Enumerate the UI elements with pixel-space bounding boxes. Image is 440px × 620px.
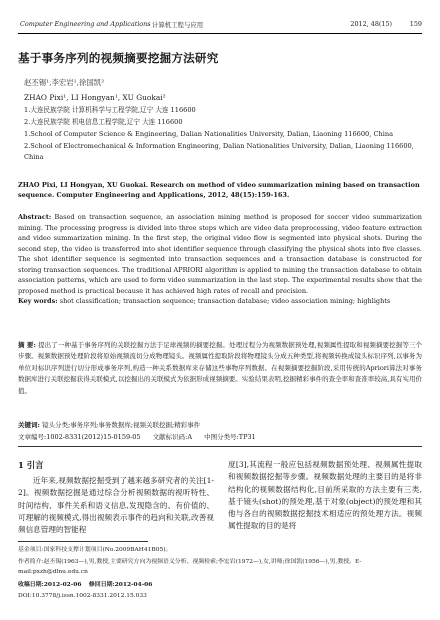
abstract-en-label: Abstract: [18, 213, 52, 221]
authors-en: ZHAO Pixi¹, LI Hongyan¹, XU Guokai² [24, 93, 166, 102]
footnote-dates [18, 580, 422, 590]
journal-name-cn: 计算机工程与应用 [152, 21, 204, 29]
footnote-author: 作者简介:赵丕锡(1963—),男,教授,主要研究方向为视频语义分析、视频检索;李宏岩(1972—),女,讲师;徐国凯(1956—),男,教授。E-mail:pxzh@dlnu.edu.cn [18, 559, 362, 575]
abstract-cn-text: 提出了一种基于事务序列的关联挖掘方法于足球视频的摘要挖掘。处理过程分为视频数据预处理,视频属性提取和视频摘要挖掘等三个步骤。视频数据预处理阶段将原始视频流切分成物理镜头。视频属性提取阶段将物理镜头分成五种类型,将视频转换成镜头标识序列,以事务为单位对标识序列进行切分形成事务序列,构造一种关系数据库来存储这些事物序列数据。在视频摘要挖掘阶段,采用传统的Apriori算法对事务数据库进行关联挖掘获得关联模式,以挖掘出的关联模式为依据形成视频摘要。实验结果表明,挖掘精彩事件的查全率和查准率较高,具有实用价值。 [18, 341, 422, 395]
affiliation-2-cn: 2.大连民族学院 机电信息工程学院,辽宁 大连 116600 [24, 118, 183, 126]
document-code: 文献标识码:A [152, 433, 193, 441]
authors-cn: 赵丕锡¹,李宏岩¹,徐国凯² [24, 78, 105, 87]
section-heading-intro: 1 引言 [18, 460, 44, 470]
issue-info: 2012, 48(15) [350, 20, 392, 28]
abstract-divider [18, 446, 422, 447]
abstract-en-text: Based on transaction sequence, an association mining method is proposed for soccer video summarization mining. The processing progress is divided into three steps which are video data preprocessing, video feature extraction and video summarization mining. In the first step, the original video flow is segmented into physical shots. During the second step, the video is transferred into shot identifier sequence through classifying the physical shots into five classes. The shot identifier sequence is segmented into transaction sequences and a transaction database is constructed for storing transaction sequences. The traditional APRIORI algorithm is applied to mining the transaction database to obtain association patterns, which are used to form video summarization in the last step. The experimental results show that the proposed method is practical because it has achieved high rates of recall and precision. [18, 213, 422, 295]
abstract-cn [18, 340, 422, 397]
body-column-left: 近年来,视频数据挖掘受到了越来越多研究者的关注[1-2]。视频数据挖掘是通过综合分析视频数据的视听特性、时间结构、事件关系和语义信息,发现隐含的、有价值的、可理解的视频模式,得出视频表示事件的趋向和关联,改善视频信息管理的智能程 [18, 476, 214, 535]
article-number: 文章编号:1002-8331(2012)15-0159-05 [18, 433, 141, 441]
body-column-right: 度[3],其流程一般应包括视频数据预处理、视频属性提取和视频数据挖掘等步骤。视频数据处理的主要目的是将非结构化的视频数据结构化,目前所采取的方法主要有三类,基于镜头(shot)的预处理,基于对象(object)的预处理和其他与各自的视频数据挖掘技术相适应的预处理方法。视频属性提取的目的是将 [228, 460, 422, 531]
paper-title: 基于事务序列的视频摘要挖掘方法研究 [18, 51, 219, 65]
running-header [20, 20, 422, 32]
classification-line [18, 432, 266, 441]
journal-name-en: Computer Engineering and Applications [20, 20, 151, 28]
footnote-doi: DOI:10.3778/j.issn.1002-8331.2012.15.033 [18, 593, 147, 599]
header-rule [18, 33, 422, 34]
received-date: 收稿日期:2012-02-06 [18, 581, 82, 588]
affiliation-1-cn: 1.大连民族学院 计算机科学与工程学院,辽宁 大连 116600 [24, 106, 196, 114]
keywords-en-text: shot classification; transaction sequence; transaction database; video association mining; highlights [59, 297, 391, 305]
keywords-en-label: Key words: [18, 297, 58, 305]
abstract-en [18, 212, 422, 307]
revised-date: 修回日期:2012-04-06 [88, 581, 153, 588]
footnote-fund: 基金项目:国家科技支撑计划项目(No.2009BAH41B05)。 [18, 547, 172, 553]
citation: ZHAO Pixi, LI Hongyan, XU Guokai. Research on method of video summarization mining based on transaction sequence. Computer Engineering and Applications, 2012, 48(15):159-163. [18, 181, 420, 199]
keywords-cn-label: 关键词: [18, 421, 40, 429]
page-number: 159 [409, 20, 422, 28]
affiliation-2-en: 2.School of Electromechanical & Information Engineering, Dalian Nationalities University, Dalian, Liaoning 116600, China [24, 142, 414, 161]
keywords-cn [18, 420, 200, 429]
keywords-cn-text: 镜头分类;事务序列;事务数据库;视频关联挖掘;精彩事件 [41, 421, 201, 429]
footnote-rule [18, 541, 148, 542]
affiliation-1-en: 1.School of Computer Science & Engineering, Dalian Nationalities University, Dalian, Liaoning 116600, China [24, 130, 394, 138]
clc-number: 中图分类号:TP31 [204, 433, 256, 441]
abstract-cn-label: 摘 要: [18, 341, 36, 349]
